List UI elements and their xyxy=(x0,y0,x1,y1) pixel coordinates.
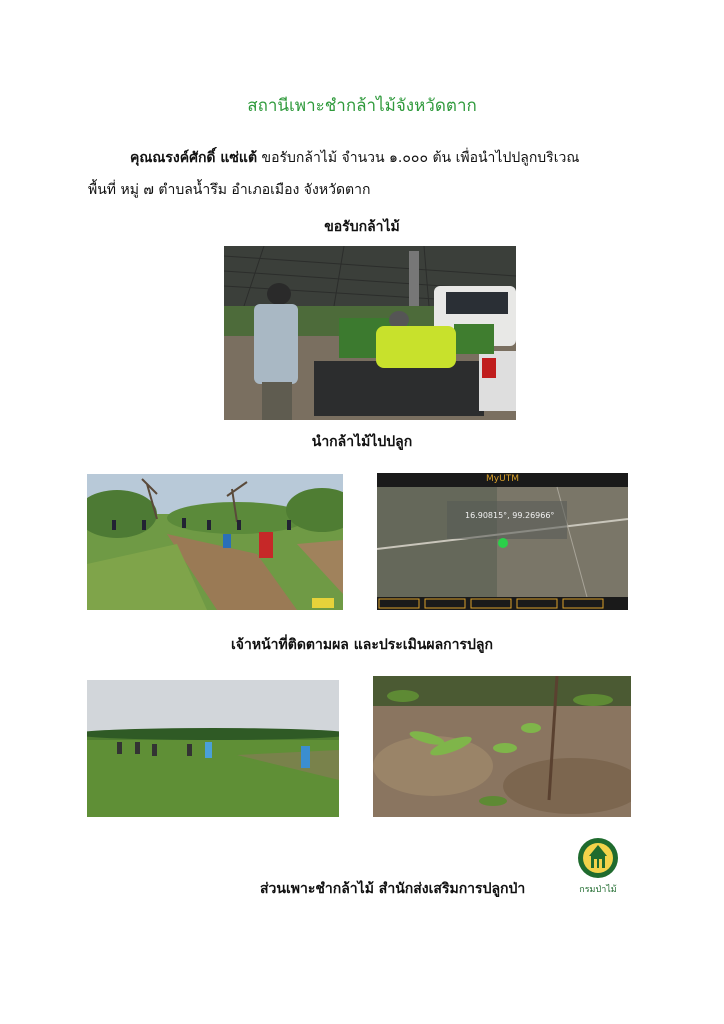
photo-receiving-seedlings xyxy=(224,246,516,420)
caption-plant: นำกล้าไม้ไปปลูก xyxy=(311,434,413,450)
gps-app-name: MyUTM xyxy=(486,474,519,484)
page-title: สถานีเพาะชำกล้าไม้จังหวัดตาก xyxy=(247,96,477,116)
photo-planting-field xyxy=(87,474,343,610)
location-text: พื้นที่ หมู่ ๗ ตำบลน้ำรึม อำเภอเมือง จังหวัดตาก xyxy=(88,182,371,198)
caption-monitor: เจ้าหน้าที่ติดตามผล และประเมินผลการปลูก xyxy=(231,637,493,653)
person-name: คุณณรงค์ศักดิ์ แซ่แต้ xyxy=(130,150,258,166)
caption-receive: ขอรับกล้าไม้ xyxy=(324,219,400,235)
request-text: ขอรับกล้าไม้ จำนวน ๑.๐๐๐ ต้น เพื่อนำไปปลูกบริเวณ xyxy=(257,150,580,166)
gps-coords: 16.90815°, 99.26966° xyxy=(465,511,555,520)
photo-seedling-closeup xyxy=(373,676,631,817)
photo-monitoring-field xyxy=(87,680,339,817)
footer-text: ส่วนเพาะชำกล้าไม้ สำนักส่งเสริมการปลูกป่า xyxy=(260,881,526,897)
photo-gps-screenshot xyxy=(377,473,628,610)
logo-label: กรมป่าไม้ xyxy=(579,885,617,895)
forest-department-logo xyxy=(577,836,619,898)
body-paragraph xyxy=(88,142,648,206)
